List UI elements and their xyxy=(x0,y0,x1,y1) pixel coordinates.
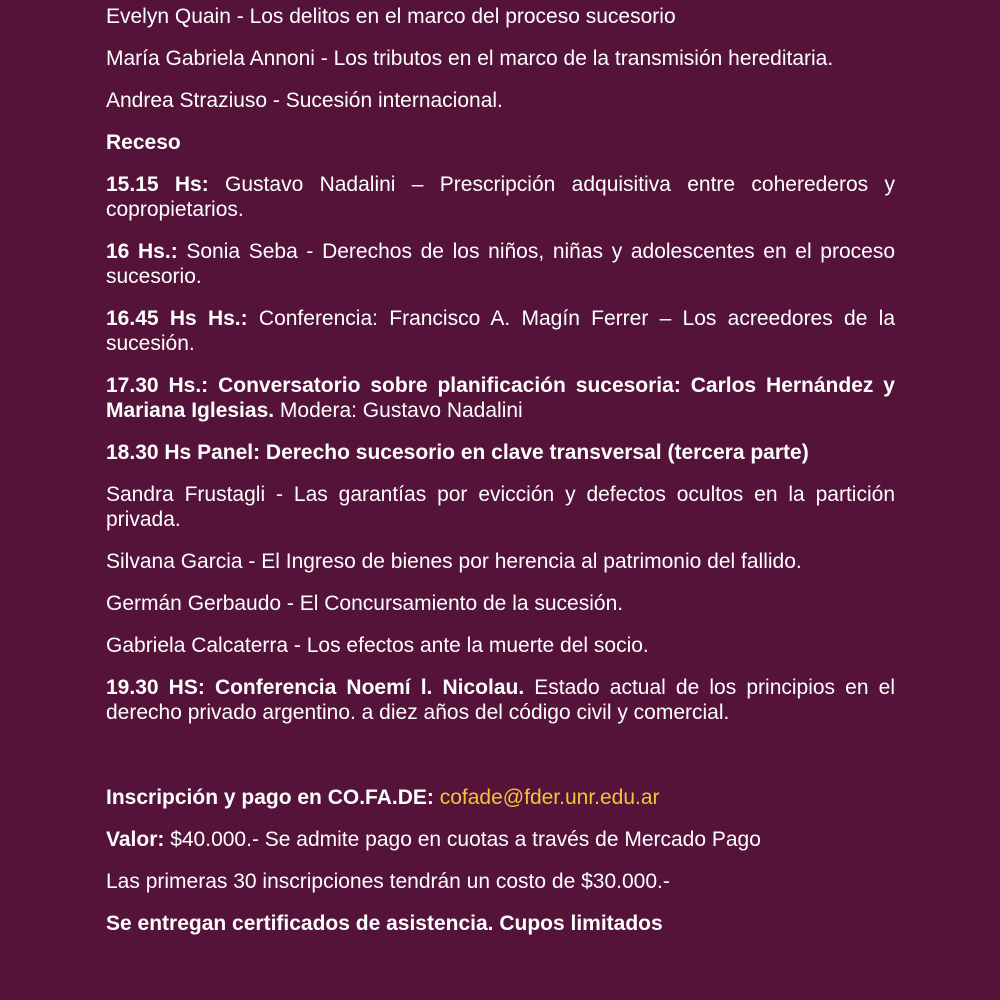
program-item: Germán Gerbaudo - El Concursamiento de la sucesión. xyxy=(106,592,624,615)
inscription-line xyxy=(106,785,895,810)
program-item: Silvana Garcia - El Ingreso de bienes por herencia al patrimonio del fallido. xyxy=(106,550,802,573)
spacer xyxy=(106,742,895,785)
program-item: 16 Hs.: Sonia Seba - Derechos de los niños, niñas y adolescentes en el proceso sucesorio. xyxy=(106,240,895,288)
program-item: 19.30 HS: Conferencia Noemí l. Nicolau. Estado actual de los principios en el derecho privado argentino. a diez años del código civil y comercial. xyxy=(106,676,895,724)
panel-heading: 18.30 Hs Panel: Derecho sucesorio en clave transversal (tercera parte) xyxy=(106,441,809,464)
program-item: 15.15 Hs: Gustavo Nadalini – Prescripción adquisitiva entre coherederos y copropietarios. xyxy=(106,173,895,221)
early-price-line: Las primeras 30 inscripciones tendrán un costo de $30.000.- xyxy=(106,870,670,893)
program-item: María Gabriela Annoni - Los tributos en el marco de la transmisión hereditaria. xyxy=(106,47,834,70)
price-line: Valor: $40.000.- Se admite pago en cuotas a través de Mercado Pago xyxy=(106,828,761,851)
recess-heading: Receso xyxy=(106,131,181,154)
certificates-line: Se entregan certificados de asistencia. Cupos limitados xyxy=(106,912,663,935)
program-document xyxy=(106,4,895,953)
program-item: Andrea Straziuso - Sucesión internacional. xyxy=(106,89,503,112)
inscription-label: Inscripción y pago en CO.FA.DE: xyxy=(106,786,434,809)
email-link[interactable]: cofade@fder.unr.edu.ar xyxy=(439,786,660,809)
program-item: Sandra Frustagli - Las garantías por evicción y defectos ocultos en la partición privada. xyxy=(106,483,895,531)
price-label: Valor: xyxy=(106,828,165,851)
program-item: Gabriela Calcaterra - Los efectos ante la muerte del socio. xyxy=(106,634,649,657)
program-item: 16.45 Hs Hs.: Conferencia: Francisco A. Magín Ferrer – Los acreedores de la sucesión. xyxy=(106,307,895,355)
program-item: Evelyn Quain - Los delitos en el marco del proceso sucesorio xyxy=(106,5,676,28)
program-item: 17.30 Hs.: Conversatorio sobre planificación sucesoria: Carlos Hernández y Mariana Iglesias. Modera: Gustavo Nadalini xyxy=(106,374,895,422)
